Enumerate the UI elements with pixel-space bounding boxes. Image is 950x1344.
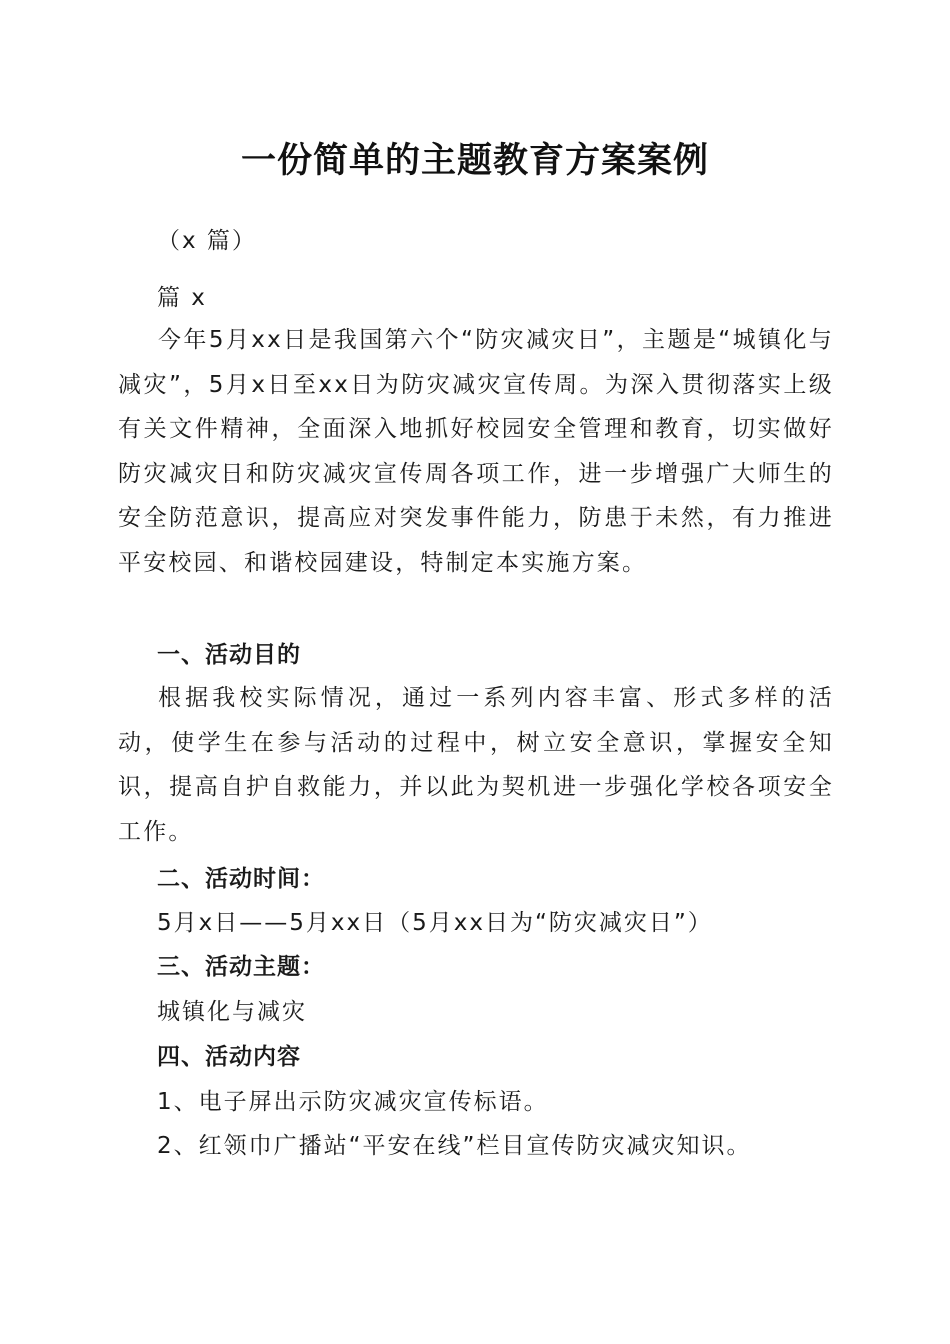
- content-item: 1、电子屏出示防灾减灾宣传标语。: [157, 1089, 549, 1115]
- section-label: 篇 x: [157, 285, 207, 311]
- intro-paragraph: 今年5月xx日是我国第六个“防灾减灾日”，主题是“城镇化与减灾”，5月x日至xx日为防灾减灾宣传周。为深入贯彻落实上级有关文件精神，全面深入地抓好校园安全管理和教育，切实做好防灾减灾日和防灾减灾宣传周各项工作，进一步增强广大师生的安全防范意识，提高应对突发事件能力，防患于未然，有力推进平安校园、和谐校园建设，特制定本实施方案。: [118, 327, 834, 576]
- document-subtitle: （x 篇）: [157, 228, 257, 254]
- section-text-purpose: 根据我校实际情况，通过一系列内容丰富、形式多样的活动，使学生在参与活动的过程中，树立安全意识，掌握安全知识，提高自护自救能力，并以此为契机进一步强化学校各项安全工作。: [118, 685, 834, 845]
- section-heading-content: 四、活动内容: [157, 1044, 301, 1070]
- section-heading-purpose: 一、活动目的: [157, 642, 301, 668]
- section-heading-time: 二、活动时间：: [157, 866, 325, 892]
- content-item: 2、红领巾广播站“平安在线”栏目宣传防灾减灾知识。: [157, 1133, 752, 1159]
- section-heading-theme: 三、活动主题：: [157, 954, 325, 980]
- section-text-theme: 城镇化与减灾: [157, 999, 307, 1025]
- section-text-time: 5月x日——5月xx日（5月xx日为“防灾减灾日”）: [157, 910, 713, 936]
- document-title: 一份简单的主题教育方案案例: [240, 140, 709, 181]
